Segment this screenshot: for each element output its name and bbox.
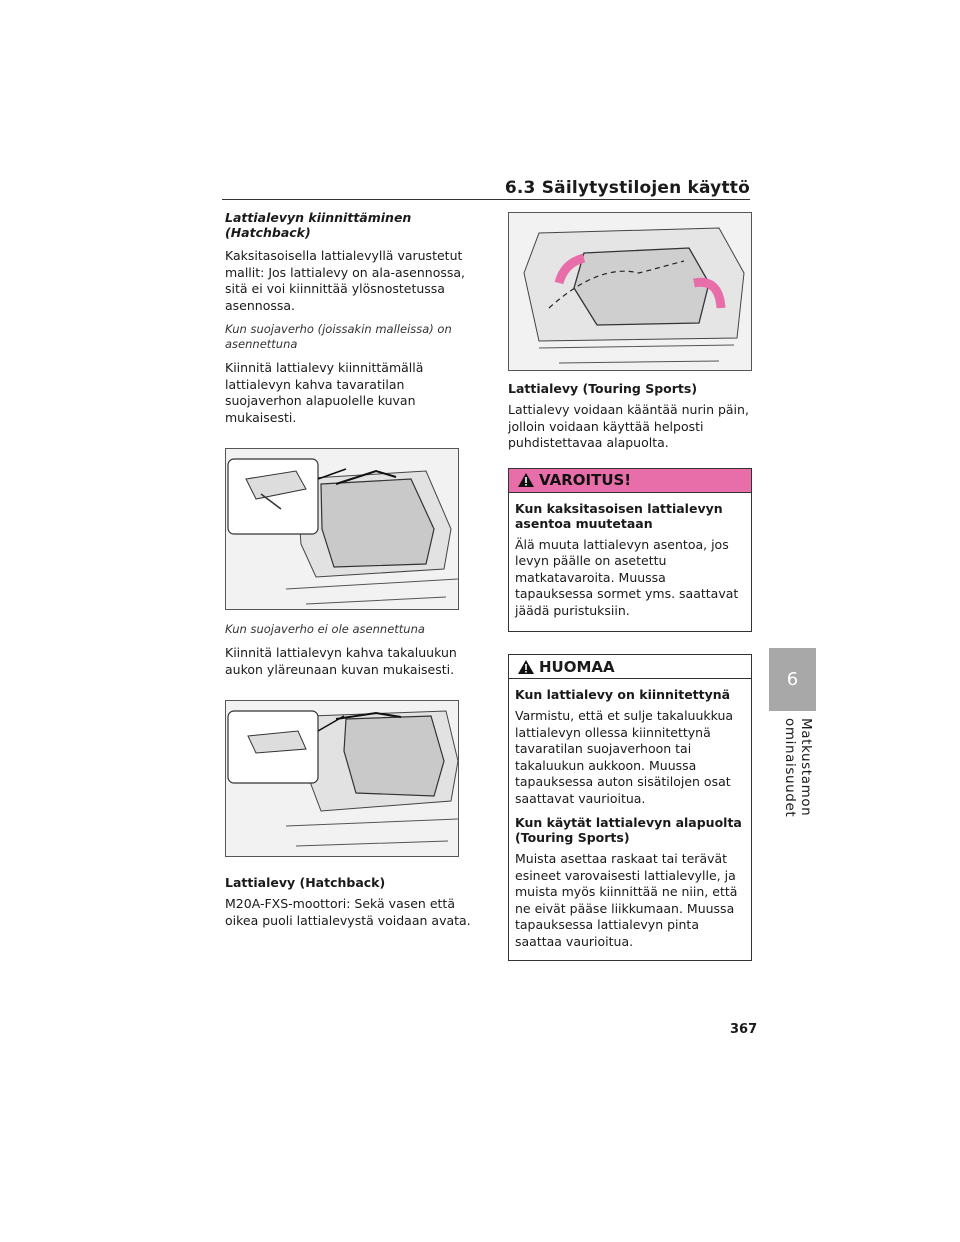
left-column <box>225 210 475 937</box>
heading-floorboard-touring: Lattialevy (Touring Sports) <box>508 381 698 396</box>
warning-header <box>509 469 751 493</box>
text-reversible: Lattialevy voidaan kääntää nurin päin, jolloin voidaan käyttää helposti puhdistettavaa alapuolta. <box>508 402 749 450</box>
notice-sub2: Kun käytät lattialevyn alapuolta (Touring Sports) <box>515 815 742 845</box>
notice-sub1: Kun lattialevy on kiinnitettynä <box>515 687 731 702</box>
heading-floorboard-hatchback: Lattialevy (Hatchback) <box>225 875 386 890</box>
text-engine-note: M20A-FXS-moottori: Sekä vasen että oikea puoli lattialevystä voidaan avata. <box>225 896 471 928</box>
notice-text2: Muista asettaa raskaat tai terävät esineet varovaisesti lattialevylle, ja muista myös kiinnittää ne niin, että ne eivät pääse liikkumaan. Muussa tapauksessa lattialevyn pinta saattaa vaurioitua. <box>515 851 738 949</box>
header-rule <box>222 199 750 200</box>
warning-box <box>508 468 752 633</box>
notice-title: HUOMAA <box>539 657 615 676</box>
chapter-tab <box>769 648 816 711</box>
page-number: 367 <box>730 1022 758 1037</box>
right-column <box>508 212 752 961</box>
illustration-reversible-floorboard <box>509 213 751 370</box>
figure-floorboard-with-cover <box>225 448 459 610</box>
illustration-trunk-opening <box>226 701 458 856</box>
illustration-trunk-cover <box>226 449 458 609</box>
text-without-cover: Kiinnitä lattialevyn kahva takaluukun aukon yläreunaan kuvan mukaisesti. <box>225 645 457 677</box>
warning-triangle-icon <box>517 472 535 488</box>
notice-triangle-icon <box>517 659 535 675</box>
figure-floorboard-without-cover <box>225 700 459 857</box>
chapter-number: 6 <box>786 669 799 690</box>
note-with-cover: Kun suojaverho (joissakin malleissa) on asennettuna <box>225 322 452 351</box>
warning-text: Älä muuta lattialevyn asentoa, jos levyn päälle on asetettu matkatavaroita. Muussa tapauksessa sormet yms. saattavat jäädä puristuksiin. <box>515 536 739 618</box>
note-without-cover: Kun suojaverho ei ole asennettuna <box>225 622 425 636</box>
warning-body <box>509 493 751 632</box>
notice-header <box>509 655 751 679</box>
section-title: 6.3 Säilytystilojen käyttö <box>504 178 750 198</box>
text-with-cover: Kiinnitä lattialevy kiinnittämällä lattialevyn kahva tavaratilan suojaverhon alapuolelle kuvan mukaisesti. <box>225 360 424 425</box>
warning-subheading: Kun kaksitasoisen lattialevyn asentoa muutetaan <box>515 500 723 531</box>
chapter-label: Matkustamon ominaisuudet <box>782 718 814 818</box>
heading-attach-floorboard: Lattialevyn kiinnittäminen (Hatchback) <box>225 210 412 240</box>
warning-title: VAROITUS! <box>539 471 632 489</box>
notice-text1: Varmistu, että et sulje takaluukkua lattialevyn ollessa kiinnitettynä tavaratilan suojaverhoon tai takaluukun aukkoon. Muussa tapauksessa auton sisätilojen osat saattavat vaurioitua. <box>515 708 734 806</box>
notice-box <box>508 654 752 961</box>
intro-text: Kaksitasoisella lattialevyllä varustetut mallit: Jos lattialevy on ala-asennossa, sitä ei voi kiinnittää ylösnostetussa asennossa. <box>225 248 466 313</box>
notice-body <box>509 679 751 960</box>
figure-touring-sports <box>508 212 752 371</box>
